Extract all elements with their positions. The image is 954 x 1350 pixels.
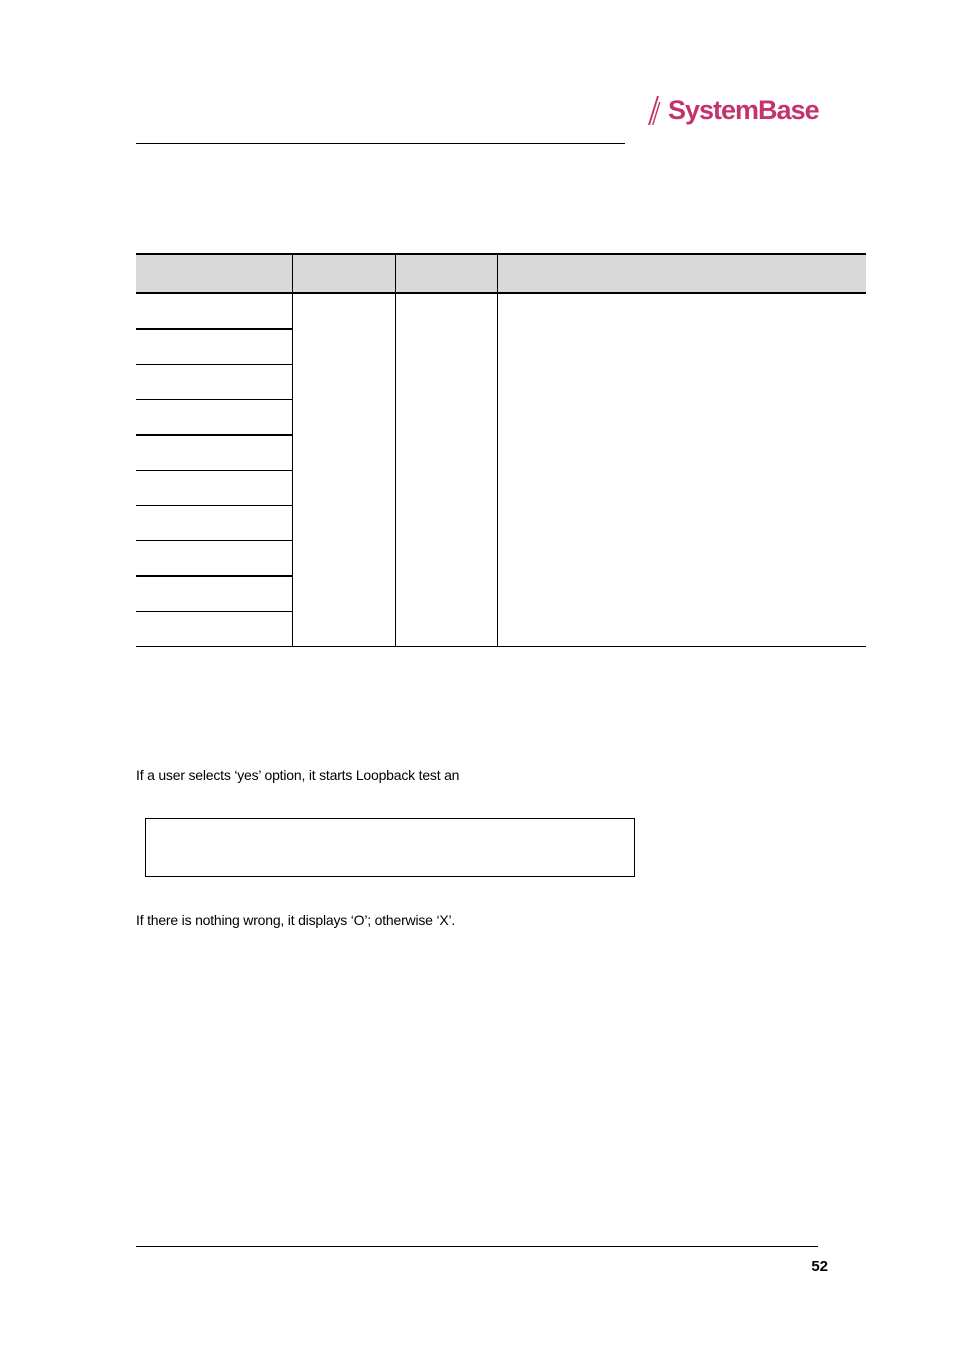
table-cell: [136, 365, 292, 400]
slash-s-mark-icon: [646, 93, 666, 127]
table-header-cell: [395, 254, 497, 293]
table-cell: [136, 471, 292, 506]
logo-text: SystemBase: [668, 94, 819, 125]
table-cell-merged: [497, 293, 866, 647]
table-row: [136, 293, 866, 329]
table-header-cell: [497, 254, 866, 293]
table-cell-merged: [395, 293, 497, 647]
table-cell: [136, 506, 292, 541]
loopback-paragraph: If a user selects ‘yes’ option, it starts Loopback test an: [136, 767, 460, 783]
result-paragraph: If there is nothing wrong, it displays ‘O’; otherwise ‘X’.: [136, 912, 456, 928]
table-header-cell: [136, 254, 292, 293]
table-cell: [136, 435, 292, 471]
table-cell-merged: [292, 293, 395, 647]
table-cell: [136, 576, 292, 612]
table-cell: [136, 293, 292, 329]
table-cell: [136, 400, 292, 436]
table-cell: [136, 329, 292, 365]
page-number: 52: [811, 1258, 828, 1275]
systembase-logo: [646, 90, 819, 130]
footer-rule: [136, 1246, 818, 1247]
table-header-row: [136, 254, 866, 293]
table-header-cell: [292, 254, 395, 293]
settings-table: [136, 253, 866, 647]
table-cell: [136, 541, 292, 577]
table-cell: [136, 612, 292, 647]
header-rule: [136, 143, 625, 144]
console-output-box: [145, 818, 635, 877]
